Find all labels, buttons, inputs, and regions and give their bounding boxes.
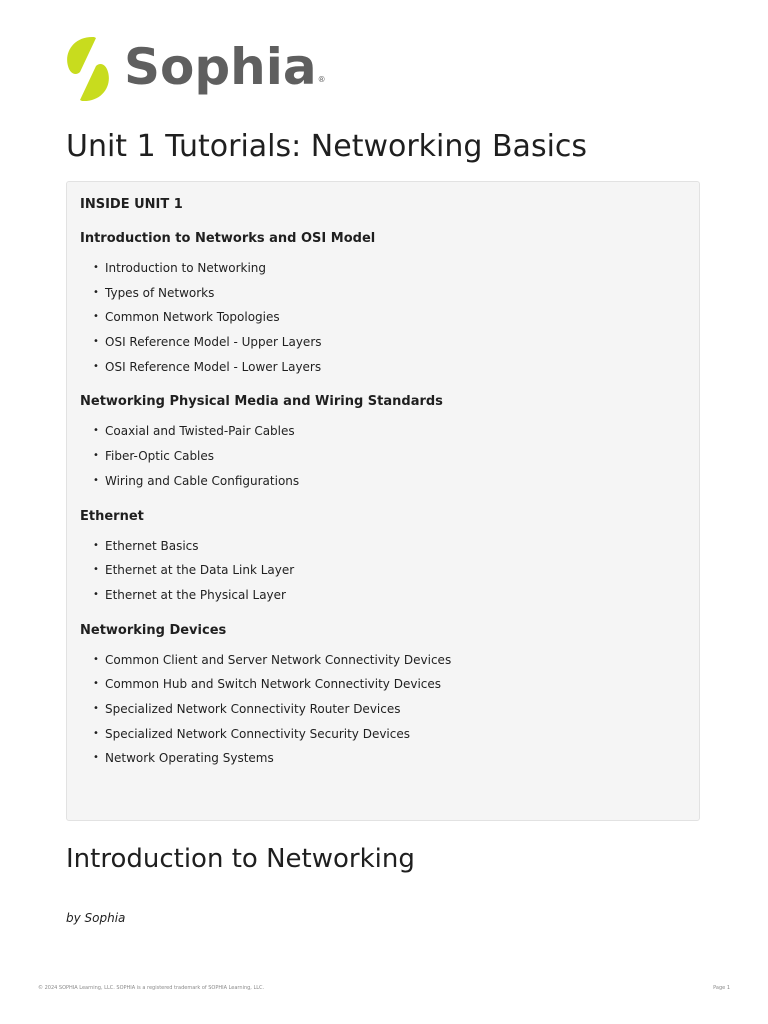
sophia-logo: [66, 36, 326, 102]
topic-label: OSI Reference Model - Upper Layers: [105, 335, 322, 350]
bullet-icon: •: [93, 425, 99, 437]
topic-list: [80, 419, 686, 493]
topic-list: [80, 256, 686, 379]
inside-unit-box: [66, 181, 700, 821]
inside-unit-heading: INSIDE UNIT 1: [80, 197, 183, 212]
topic-label: Specialized Network Connectivity Security Devices: [105, 726, 410, 741]
topic-label: Network Operating Systems: [105, 751, 274, 766]
topic-label: Specialized Network Connectivity Router Devices: [105, 701, 401, 716]
unit-section: [80, 508, 686, 608]
topic-item: [80, 534, 686, 559]
sophia-logo-wordmark: Sophia: [124, 38, 317, 96]
bullet-icon: •: [93, 653, 99, 665]
bullet-icon: •: [93, 474, 99, 486]
bullet-icon: •: [93, 564, 99, 576]
topic-item: [80, 305, 686, 330]
bullet-icon: •: [93, 286, 99, 298]
bullet-icon: •: [93, 727, 99, 739]
topic-list: [80, 534, 686, 608]
topic-label: Ethernet Basics: [105, 538, 199, 553]
topic-item: [80, 330, 686, 355]
topic-label: Coaxial and Twisted-Pair Cables: [105, 424, 295, 439]
topic-item: [80, 256, 686, 281]
author-byline: by Sophia: [66, 911, 126, 925]
topic-label: Introduction to Networking: [105, 261, 267, 275]
topic-label: Common Network Topologies: [105, 310, 280, 325]
bullet-icon: •: [93, 360, 99, 372]
topic-item: [80, 444, 686, 469]
bullet-icon: •: [93, 752, 99, 764]
topic-item: [80, 281, 686, 306]
topic-label: OSI Reference Model - Lower Layers: [105, 359, 322, 374]
topic-label: Ethernet at the Data Link Layer: [105, 563, 295, 578]
bullet-icon: •: [93, 336, 99, 348]
bullet-icon: •: [93, 450, 99, 462]
topic-label: Common Client and Server Network Connectivity Devices: [105, 652, 452, 667]
unit-section: [80, 393, 686, 493]
topic-item: [80, 746, 686, 771]
topic-item: [80, 697, 686, 722]
registered-mark: ®: [317, 74, 326, 84]
topic-label: Ethernet at the Physical Layer: [105, 587, 286, 602]
topic-item: [80, 583, 686, 608]
topic-item: [80, 419, 686, 444]
bullet-icon: •: [93, 311, 99, 323]
bullet-icon: •: [93, 262, 99, 273]
footer-page-number: Page 1: [713, 985, 730, 991]
footer-copyright: © 2024 SOPHIA Learning, LLC. SOPHIA is a registered trademark of SOPHIA Learning, LLC.: [38, 985, 265, 991]
section-title: Introduction to Networks and OSI Model: [80, 231, 376, 246]
topic-item: [80, 558, 686, 583]
section-title: Networking Devices: [80, 622, 227, 638]
section-title: Networking Physical Media and Wiring Standards: [80, 394, 443, 410]
topic-item: [80, 672, 686, 697]
topic-label: Types of Networks: [105, 285, 215, 300]
bullet-icon: •: [93, 678, 99, 690]
topic-label: Fiber-Optic Cables: [105, 449, 215, 464]
topic-label: Wiring and Cable Configurations: [105, 473, 300, 488]
topic-item: [80, 355, 686, 380]
page-title: Unit 1 Tutorials: Networking Basics: [66, 129, 588, 164]
section-title: Ethernet: [80, 508, 144, 524]
topic-label: Common Hub and Switch Network Connectivity Devices: [105, 677, 442, 692]
topic-item: [80, 722, 686, 747]
sophia-logo-mark-icon: [66, 36, 110, 102]
bullet-icon: •: [93, 588, 99, 600]
topic-item: [80, 648, 686, 673]
unit-section: [80, 622, 686, 771]
bullet-icon: •: [93, 539, 99, 551]
section-heading-introduction: Introduction to Networking: [66, 844, 415, 874]
topic-item: [80, 469, 686, 494]
bullet-icon: •: [93, 702, 99, 714]
topic-list: [80, 648, 686, 771]
unit-section: [80, 230, 686, 379]
